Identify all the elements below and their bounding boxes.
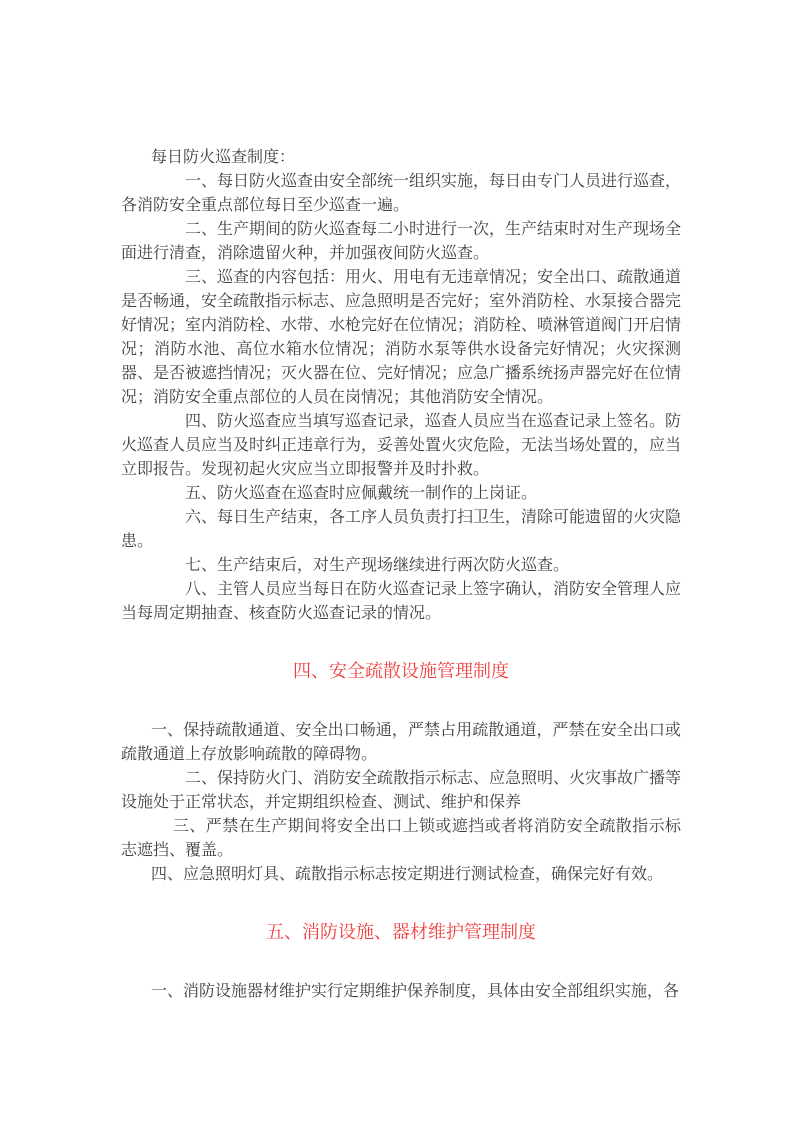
section5-item-1: 一、消防设施器材维护实行定期维护保养制度，具体由安全部组织实施，各 bbox=[151, 983, 680, 1000]
daily-patrol-item-1: 一、每日防火巡查由安全部统一组织实施，每日由专门人员进行巡查，各消防安全重点部位每日至少巡查一遍。 bbox=[121, 173, 682, 214]
daily-patrol-item-5: 五、防火巡查在巡查时应佩戴统一制作的上岗证。 bbox=[185, 485, 538, 502]
section4-heading: 四、安全疏散设施管理制度 bbox=[293, 661, 509, 681]
intro-line: 每日防火巡查制度： bbox=[151, 149, 296, 166]
daily-patrol-item-4: 四、防火巡查应当填写巡查记录，巡查人员应当在巡查记录上签名。防火巡查人员应当及时纠正违章行为，妥善处置火灾危险，无法当场处置的，应当立即报告。发现初起火灾应当立即报警并及时扑救。 bbox=[121, 413, 682, 478]
daily-patrol-item-8: 八、主管人员应当每日在防火巡查记录上签字确认，消防安全管理人应当每周定期抽查、核查防火巡查记录的情况。 bbox=[121, 581, 682, 622]
section5-heading: 五、消防设施、器材维护管理制度 bbox=[266, 922, 536, 942]
section4-item-4: 四、应急照明灯具、疏散指示标志按定期进行测试检查，确保完好有效。 bbox=[151, 866, 664, 883]
section4-item-2: 二、保持防火门、消防安全疏散指示标志、应急照明、火灾事故广播等设施处于正常状态，并定期组织检查、测试、维护和保养 bbox=[121, 770, 682, 811]
section4-item-3: 三、严禁在生产期间将安全出口上锁或遮挡或者将消防安全疏散指示标志遮挡、覆盖。 bbox=[121, 818, 681, 859]
daily-patrol-item-7: 七、生产结束后，对生产现场继续进行两次防火巡查。 bbox=[185, 557, 570, 574]
daily-patrol-item-2: 二、生产期间的防火巡查每二小时进行一次，生产结束时对生产现场全面进行清查，消除遗留火种，并加强夜间防火巡查。 bbox=[121, 221, 682, 262]
daily-patrol-item-3: 三、巡查的内容包括：用火、用电有无违章情况；安全出口、疏散通道是否畅通，安全疏散指示标志、应急照明是否完好；室外消防栓、水泵接合器完好情况；室内消防栓、水带、水枪完好在位情况；消防栓、喷淋管道阀门开启情况；消防水池、高位水箱水位情况；消防水泵等供水设备完好情况；火灾探测器、是否被遮挡情况；灭火器在位、完好情况；应急广播系统扬声器完好在位情况；消防安全重点部位的人员在岗情况；其他消防安全情况。 bbox=[121, 269, 682, 406]
section4-item-1: 一、保持疏散通道、安全出口畅通，严禁占用疏散通道，严禁在安全出口或疏散通道上存放影响疏散的障碍物。 bbox=[121, 722, 681, 763]
daily-patrol-item-6: 六、每日生产结束，各工序人员负责打扫卫生，清除可能遗留的火灾隐患。 bbox=[121, 509, 682, 550]
